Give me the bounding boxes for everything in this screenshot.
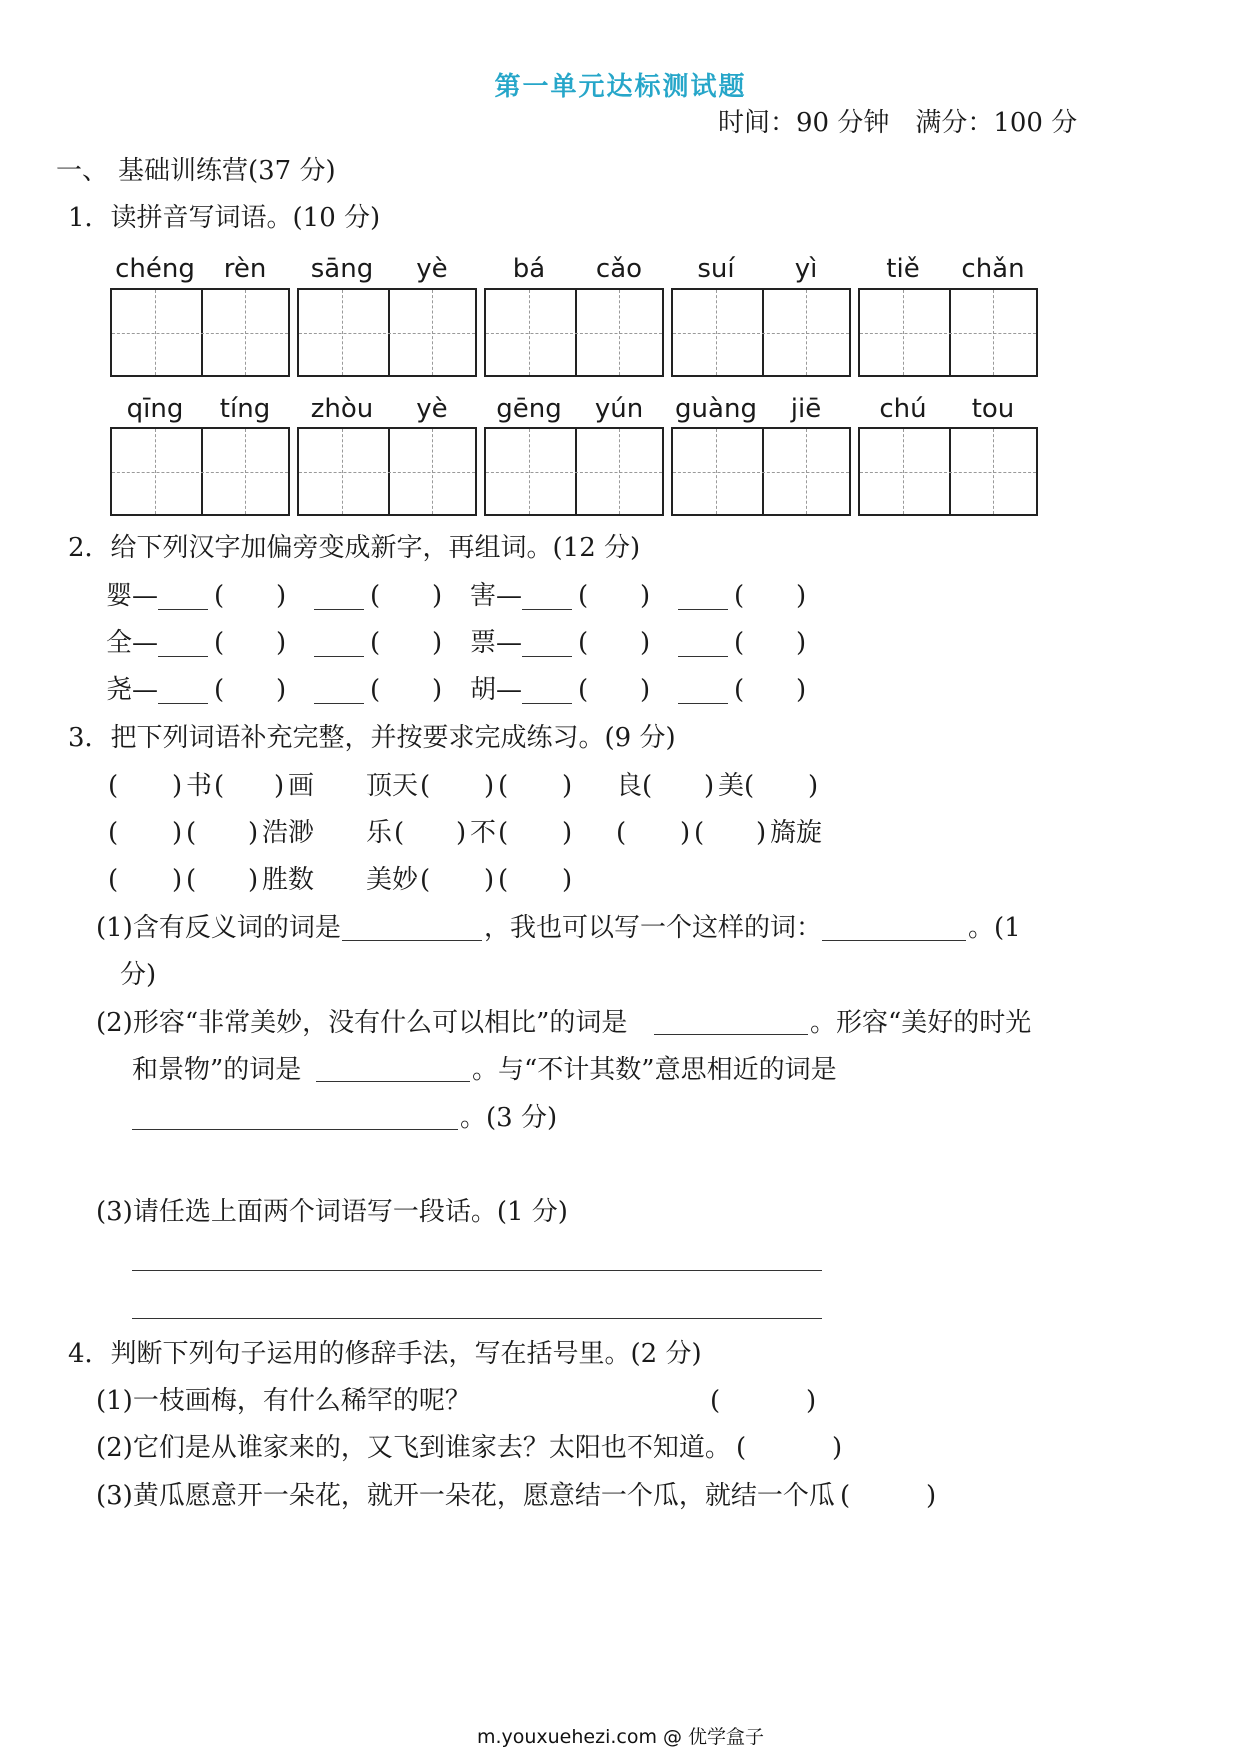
word-char: 胜数: [262, 865, 315, 895]
dash: —: [496, 628, 522, 658]
paren-close: ): [926, 1481, 937, 1511]
paren-open: (: [578, 675, 589, 705]
exam-meta: 时间：90 分钟 满分：100 分: [718, 108, 1078, 138]
pinyin-syllable: yún: [594, 394, 644, 424]
pinyin-syllable: sāng: [310, 254, 374, 284]
q4-sentence: (3)黄瓜愿意开一朵花，就开一朵花，愿意结一个瓜，就结一个瓜: [96, 1481, 835, 1511]
answer-blank[interactable]: [314, 656, 364, 657]
paren-close: ): [172, 771, 183, 801]
section-title: 基础训练营(37 分): [118, 156, 336, 186]
answer-blank[interactable]: [158, 609, 208, 610]
paren-open: (: [616, 818, 627, 848]
q3-sub3-text: (3)请任选上面两个词语写一段话。(1 分): [96, 1197, 568, 1227]
paren-close: ): [796, 581, 807, 611]
writing-line[interactable]: [132, 1270, 822, 1271]
base-char: 婴: [106, 581, 133, 611]
paren-close: ): [562, 818, 573, 848]
q3-sub2-text: (2)形容“非常美妙，没有什么可以相比”的词是: [96, 1008, 628, 1038]
paren-close: ): [172, 818, 183, 848]
paren-close: ): [172, 865, 183, 895]
pinyin-syllable: rèn: [223, 254, 267, 284]
base-char: 票: [470, 628, 497, 658]
q3-sub1-text: ，我也可以写一个这样的词：: [484, 913, 823, 943]
pinyin-syllable: chú: [879, 394, 927, 424]
answer-blank[interactable]: [678, 656, 728, 657]
base-char: 胡: [470, 675, 497, 705]
paren-close: ): [832, 1433, 843, 1463]
paren-close: ): [484, 771, 495, 801]
pinyin-syllable: gēng: [496, 394, 562, 424]
paren-open: (: [420, 865, 431, 895]
answer-blank[interactable]: [342, 940, 482, 941]
paren-open: (: [710, 1386, 721, 1416]
pinyin-syllable: jiē: [790, 394, 822, 424]
pinyin-syllable: chéng: [115, 254, 195, 284]
section-label: 一、: [56, 156, 109, 186]
paren-open: (: [186, 818, 197, 848]
word-char: 书: [186, 771, 213, 801]
paren-open: (: [734, 675, 745, 705]
tianzige-box[interactable]: [297, 288, 477, 377]
pinyin-syllable: suí: [697, 254, 735, 284]
pinyin-syllable: cǎo: [595, 254, 643, 284]
word-char: 顶天: [366, 771, 419, 801]
paren-open: (: [578, 581, 589, 611]
answer-blank[interactable]: [314, 609, 364, 610]
paren-close: ): [640, 581, 651, 611]
paren-open: (: [186, 865, 197, 895]
paren-open: (: [840, 1481, 851, 1511]
paren-open: (: [498, 818, 509, 848]
paren-open: (: [694, 818, 705, 848]
tianzige-box[interactable]: [671, 427, 851, 516]
dash: —: [132, 581, 158, 611]
paren-close: ): [456, 818, 467, 848]
paren-open: (: [394, 818, 405, 848]
paren-close: ): [562, 771, 573, 801]
base-char: 全: [106, 628, 133, 658]
dash: —: [496, 581, 522, 611]
paren-open: (: [370, 581, 381, 611]
paren-open: (: [498, 865, 509, 895]
paren-close: ): [274, 771, 285, 801]
answer-blank[interactable]: [314, 703, 364, 704]
paren-open: (: [108, 818, 119, 848]
tianzige-box[interactable]: [110, 288, 290, 377]
tianzige-box[interactable]: [484, 427, 664, 516]
paren-open: (: [108, 771, 119, 801]
pinyin-syllable: guàng: [675, 394, 757, 424]
paren-close: ): [640, 628, 651, 658]
answer-blank[interactable]: [158, 656, 208, 657]
paren-close: ): [276, 581, 287, 611]
paren-close: ): [756, 818, 767, 848]
pinyin-syllable: tiě: [886, 254, 920, 284]
pinyin-syllable: tou: [971, 394, 1015, 424]
page-title: 第一单元达标测试题: [494, 72, 747, 102]
pinyin-syllable: tíng: [219, 394, 271, 424]
answer-blank[interactable]: [654, 1034, 808, 1035]
answer-blank[interactable]: [678, 609, 728, 610]
paren-close: ): [276, 675, 287, 705]
q1-title: 1．读拼音写词语。(10 分): [68, 203, 381, 233]
pinyin-syllable: yè: [416, 254, 448, 284]
q3-title: 3．把下列词语补充完整，并按要求完成练习。(9 分): [68, 723, 676, 753]
paren-close: ): [484, 865, 495, 895]
paren-close: ): [432, 581, 443, 611]
q4-title: 4．判断下列句子运用的修辞手法，写在括号里。(2 分): [68, 1339, 702, 1369]
q3-sub1-text: 。(1: [968, 913, 1021, 943]
q3-sub2-text: 。与“不计其数”意思相近的词是: [472, 1055, 837, 1085]
q4-sentence: (2)它们是从谁家来的，又飞到谁家去？太阳也不知道。: [96, 1433, 731, 1463]
dash: —: [496, 675, 522, 705]
tianzige-box[interactable]: [671, 288, 851, 377]
answer-blank[interactable]: [522, 656, 572, 657]
paren-open: (: [370, 628, 381, 658]
paren-open: (: [370, 675, 381, 705]
q3-sub1-text: (1)含有反义词的词是: [96, 913, 341, 943]
tianzige-box[interactable]: [484, 288, 664, 377]
paren-open: (: [578, 628, 589, 658]
q3-sub2-text: 。(3 分): [460, 1103, 558, 1133]
word-char: 不: [470, 818, 497, 848]
pinyin-syllable: qīng: [126, 394, 184, 424]
paren-close: ): [640, 675, 651, 705]
tianzige-box[interactable]: [297, 427, 477, 516]
paren-close: ): [432, 675, 443, 705]
q2-title: 2．给下列汉字加偏旁变成新字，再组词。(12 分): [68, 533, 641, 563]
pinyin-syllable: chǎn: [961, 254, 1025, 284]
word-char: 画: [288, 771, 315, 801]
paren-close: ): [432, 628, 443, 658]
answer-blank[interactable]: [158, 703, 208, 704]
base-char: 尧: [106, 675, 133, 705]
tianzige-box[interactable]: [858, 427, 1038, 516]
pinyin-syllable: yì: [794, 254, 818, 284]
word-char: 美: [718, 771, 745, 801]
paren-close: ): [796, 628, 807, 658]
paren-close: ): [680, 818, 691, 848]
q3-sub2-text: 和景物”的词是: [132, 1055, 302, 1085]
paren-open: (: [214, 628, 225, 658]
dash: —: [132, 628, 158, 658]
pinyin-syllable: bá: [512, 254, 546, 284]
paren-open: (: [420, 771, 431, 801]
answer-blank[interactable]: [678, 703, 728, 704]
word-char: 浩渺: [262, 818, 315, 848]
paren-open: (: [214, 771, 225, 801]
paren-close: ): [808, 771, 819, 801]
answer-blank[interactable]: [316, 1081, 470, 1082]
paren-close: ): [276, 628, 287, 658]
answer-blank[interactable]: [822, 940, 966, 941]
tianzige-box[interactable]: [858, 288, 1038, 377]
word-char: 美妙: [366, 865, 419, 895]
paren-close: ): [796, 675, 807, 705]
paren-open: (: [736, 1433, 747, 1463]
paren-close: ): [248, 865, 259, 895]
paren-open: (: [498, 771, 509, 801]
tianzige-box[interactable]: [110, 427, 290, 516]
q3-sub2-text: 。形容“美好的时光: [810, 1008, 1032, 1038]
paren-open: (: [214, 675, 225, 705]
q3-sub1-text: 分): [120, 960, 157, 990]
paren-open: (: [642, 771, 653, 801]
q4-sentence: (1)一枝画梅，有什么稀罕的呢？: [96, 1386, 471, 1416]
word-char: 旖旋: [770, 818, 823, 848]
pinyin-syllable: yè: [416, 394, 448, 424]
answer-blank[interactable]: [522, 609, 572, 610]
answer-blank[interactable]: [132, 1129, 458, 1130]
answer-blank[interactable]: [522, 703, 572, 704]
paren-open: (: [744, 771, 755, 801]
paren-open: (: [734, 581, 745, 611]
dash: —: [132, 675, 158, 705]
paren-open: (: [734, 628, 745, 658]
paren-close: ): [806, 1386, 817, 1416]
base-char: 害: [470, 581, 497, 611]
paren-open: (: [108, 865, 119, 895]
footer-watermark: m.youxuehezi.com @ 优学盒子: [476, 1726, 765, 1748]
paren-close: ): [704, 771, 715, 801]
paren-close: ): [562, 865, 573, 895]
word-char: 乐: [366, 818, 393, 848]
writing-line[interactable]: [132, 1318, 822, 1319]
paren-close: ): [248, 818, 259, 848]
paren-open: (: [214, 581, 225, 611]
word-char: 良: [616, 771, 643, 801]
pinyin-syllable: zhòu: [310, 394, 374, 424]
